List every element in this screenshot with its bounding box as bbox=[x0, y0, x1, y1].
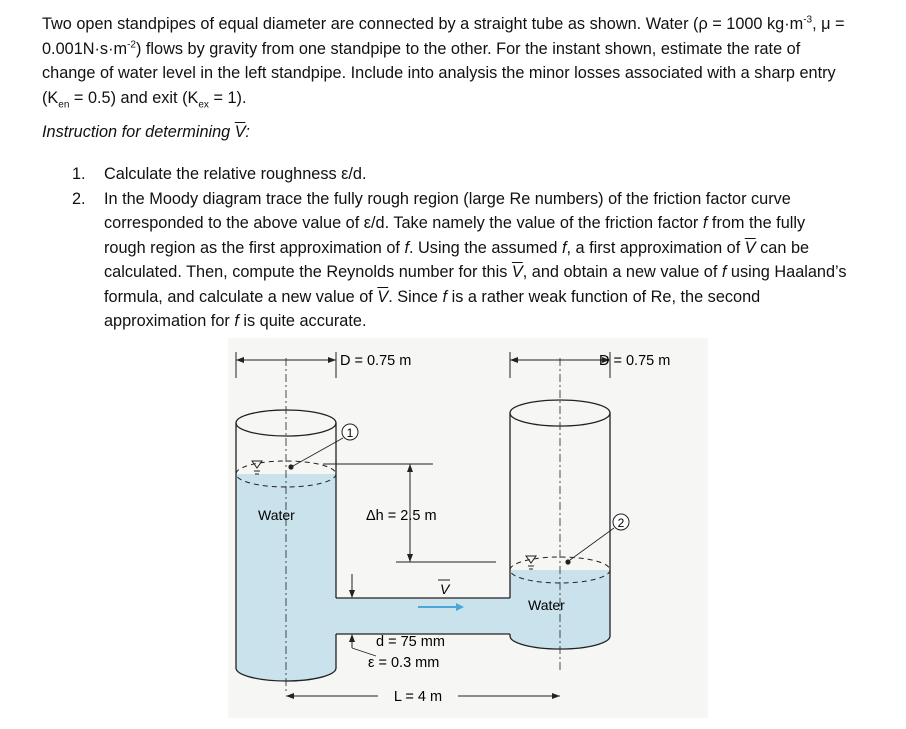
problem-statement bbox=[42, 12, 882, 110]
problem-line-3: change of water level in the left standpipe. Include into analysis the minor losses associated with a sharp entry bbox=[42, 64, 836, 82]
water-right-label: Water bbox=[528, 597, 565, 613]
instruction-heading: Instruction for determining $\overline{V}$: bbox=[42, 123, 250, 141]
point-1-dot bbox=[288, 464, 293, 469]
water-left-label: Water bbox=[258, 507, 295, 523]
problem-line-4: $(K_{en} = 0.5)$ and exit $(K_{ex} = 1)$. bbox=[42, 88, 247, 110]
tube-diameter-label: d = 75 mm bbox=[376, 634, 445, 650]
length-label: L = 4 m bbox=[393, 689, 443, 705]
roughness-label: ε = 0.3 mm bbox=[368, 655, 440, 671]
step-2: 2. In the Moody diagram trace the fully rough region (large Re numbers) of the friction factor curve corresponded to the above value of ε/d. Take namely the value of the friction factor f from the fully rough region as the first approximation of f. Using the assumed f, a first approximation of $\overline{V}$ can be calculated. Then, compute the Reynolds number for this $\overline{V}$, and obtain a new value of f using Haaland’s formula, and calculate a new value of $\overline{V}$. Since f is a rather weak function of Re, the second approximation for f is quite accurate. bbox=[72, 189, 847, 330]
instruction-steps bbox=[72, 162, 872, 334]
velocity-label: V bbox=[440, 581, 450, 597]
problem-line-2: $0.001N\cdot s\cdot m^{-2}$) flows by gravity from one standpipe to the other. For the instant shown, estimate the rate of bbox=[42, 39, 801, 58]
point-2-dot bbox=[565, 559, 570, 564]
standpipe-figure bbox=[228, 338, 708, 718]
problem-line-1: Two open standpipes of equal diameter are connected by a straight tube as shown. Water (ρ = 1000 $kg\cdot m^{-3}$, μ = bbox=[42, 14, 845, 33]
d-left-label: D = 0.75 m bbox=[340, 353, 412, 369]
step-1: 1. Calculate the relative roughness ε/d. bbox=[72, 165, 367, 183]
point-1-label: 1 bbox=[346, 426, 354, 440]
point-2-label: 2 bbox=[617, 516, 625, 530]
d-right-label: D = 0.75 m bbox=[599, 353, 671, 369]
dh-label: Δh = 2.5 m bbox=[366, 508, 437, 524]
